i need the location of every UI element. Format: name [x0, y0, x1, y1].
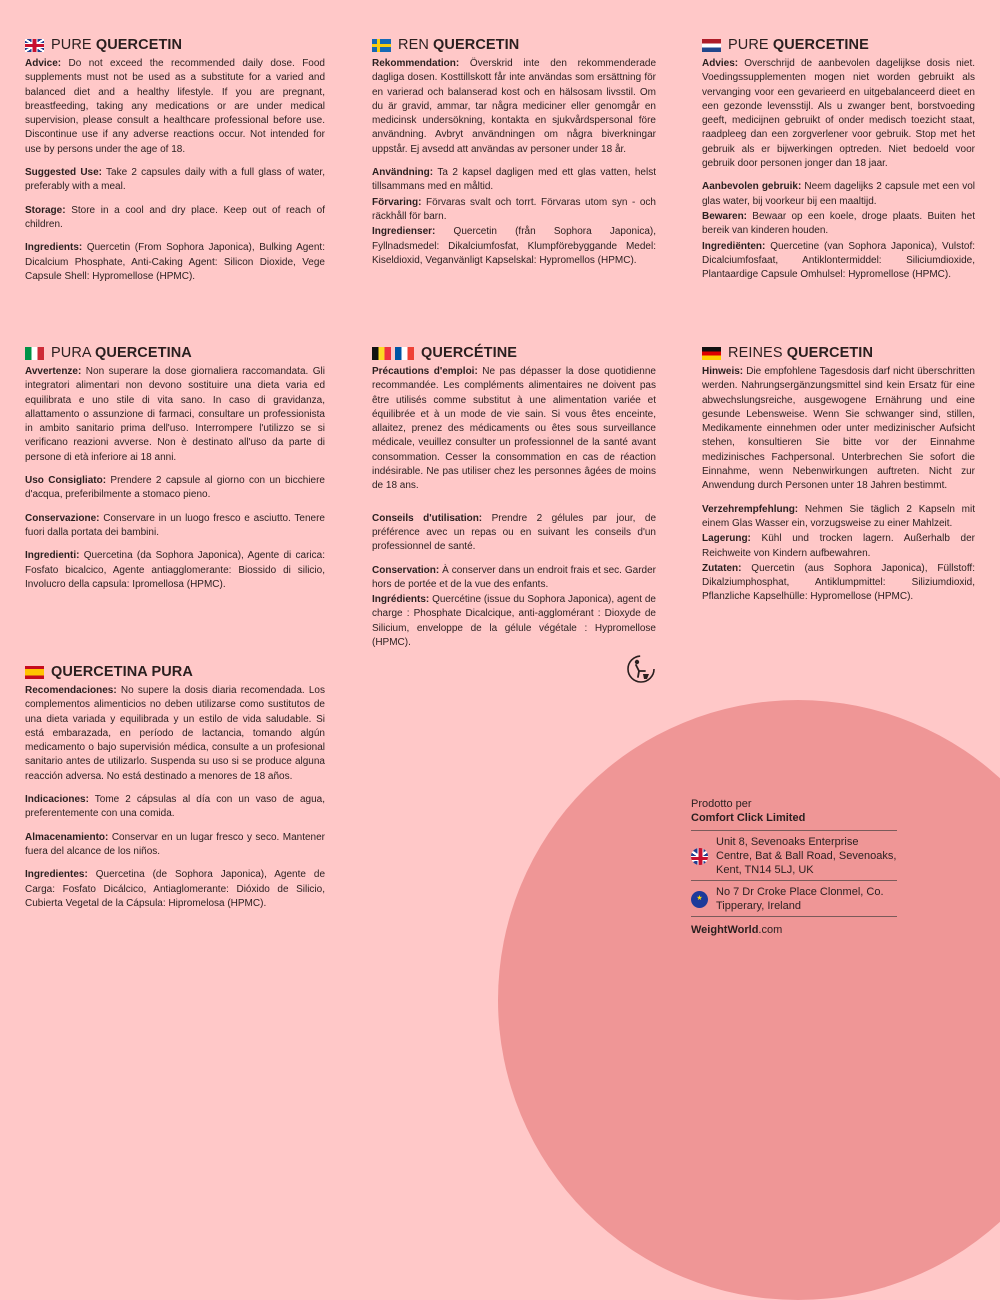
storage-paragraph: Storage: Store in a cool and dry place. Keep out of reach of children. — [25, 204, 325, 230]
usage-paragraph: Uso Consigliato: Prendere 2 capsule al giorno con un bicchiere d'acqua, preferibilmente a stomaco pieno. — [25, 475, 325, 501]
usage-paragraph: Aanbevolen gebruik: Neem dagelijks 2 capsule met een vol glas water, bij voorkeur bij een maaltijd. — [702, 181, 976, 207]
ingredients-paragraph: Zutaten: Quercetin (aus Sophora Japonica), Füllstoff: Dikalziumphosphat, Antiklumpmittel: Siliziumdioxid, Pflanzliche Kapselhülle: Hypromellose (HPMC). — [702, 562, 975, 603]
storage-paragraph: Conservazione: Conservare in un luogo fresco e asciutto. Tenere fuori dalla portata dei bambini. — [25, 512, 325, 538]
advice-paragraph: Avvertenze: Non superare la dose giornaliera raccomandata. Gli integratori alimentari non devono sostituire una dieta varia ed equilibrata e uno stile di vita sano. In caso di gravidanza, allattamento o assunzione di farmaci, consultare un professionista in ambito sanitario prima dell'uso. Interrompere l'utilizzo se si verificano reazioni avverse. Non è destinato all'uso da parte di persone di età inferiore ai 18 anni. — [25, 366, 325, 463]
spain-flag-icon — [25, 666, 44, 679]
ingredients-paragraph: Ingredienser: Quercetin (från Sophora Japonica), Fyllnadsmedel: Dikalciumfosfat, Klumpförebyggande Medel: Kiseldioxid, Veganvänligt Kapselskal: Hypromellos (HPMC). — [372, 226, 656, 266]
germany-flag-icon — [702, 347, 721, 360]
manufacturer-company: Comfort Click Limited — [691, 812, 806, 824]
manufacturer-info — [691, 797, 897, 937]
website: WeightWorld.com — [691, 916, 897, 937]
ingredients-paragraph: Ingrédients: Quercétine (issue du Sophora Japonica), agent de charge : Phosphate Dicalcique, anti-agglomérant : Dioxyde de Silicium, enveloppe de la gélule végétale : Hypromellose (HPMC). — [372, 594, 656, 649]
ingredients-paragraph: Ingredientes: Quercetina (de Sophora Japonica), Agente de Carga: Fosfato Dicálcico, Antiaglomerante: Dióxido de Silicio, Cubierta Vegetal de la Cápsula: Hipromelosa (HPMC). — [25, 869, 325, 909]
uk-address-row — [691, 830, 897, 880]
advice-paragraph: Advice: Do not exceed the recommended daily dose. Food supplements must not be used as a substitute for a varied and balanced diet and a healthy lifestyle. If you are pregnant, breastfeeding, taking any medications or are under medical supervision, please consult a healthcare professional before use. Discontinue use if any adverse reactions occur. Not intended for use by persons under the age of 18. — [25, 58, 325, 155]
italy-flag-icon — [25, 347, 44, 360]
usage-paragraph: Conseils d'utilisation: Prendre 2 gélules par jour, de préférence avec un repas ou en suivant les conseils d'un professionnel de santé. — [372, 512, 657, 553]
sweden-flag-icon — [372, 39, 391, 52]
storage-paragraph: Conservation: À conserver dans un endroit frais et sec. Garder hors de portée et de la vue des enfants. — [372, 564, 656, 590]
usage-paragraph: Användning: Ta 2 kapsel dagligen med ett glas vatten, helst tillsammans med en måltid. — [372, 167, 656, 193]
ingredients-paragraph: Ingredients: Quercetin (From Sophora Japonica), Bulking Agent: Dicalcium Phosphate, Anti-Caking Agent: Silicon Dioxide, Vege Capsule Shell: Hypromellose (HPMC). — [25, 242, 325, 282]
advice-paragraph: Précautions d'emploi: Ne pas dépasser la dose quotidienne recommandée. Les compléments alimentaires ne doivent pas être utilisés comme substitut à une alimentation variée et équilibrée et à un mode de vie sain. Si vous êtes enceinte, allaitez, prenez des médicaments ou êtes sous surveillance médicale, veuillez consulter un professionnel de la santé avant consommation. Cesser la consommation en cas de réaction indésirable. Ne pas utiliser chez les personnes âgées de moins de 18 ans. — [372, 366, 656, 492]
uk-flag-icon — [25, 39, 44, 52]
section-title: PURA QUERCETINA — [25, 344, 325, 362]
section-title: REN QUERCETIN — [372, 36, 656, 54]
disposal-symbol-icon — [626, 654, 656, 684]
section-en — [25, 36, 325, 293]
section-nl — [702, 36, 975, 291]
storage-paragraph: Almacenamiento: Conservar en un lugar fresco y seco. Mantener fuera del alcance de los niños. — [25, 831, 325, 857]
section-es — [25, 663, 325, 920]
section-title: REINES QUERCETIN — [702, 344, 975, 362]
section-it — [25, 344, 325, 601]
section-de — [702, 344, 975, 614]
advice-paragraph: Recomendaciones: No supere la dosis diaria recomendada. Los complementos alimenticios no deben utilizarse como sustitutos de una dieta variada y equilibrada y un estilo de vida saludable. Si está embarazada, en período de lactancia, tomando algún medicamento o bajo supervisión médica, consulte a un profesional sanitario antes de utilizarlo. Suspenda su uso si se produce alguna reacción adversa. No está destinado a menores de 18 años. — [25, 685, 325, 782]
section-title: PURE QUERCETIN — [25, 36, 325, 54]
usage-paragraph: Indicaciones: Tome 2 cápsulas al día con un vaso de agua, preferentemente con una comida. — [25, 794, 325, 820]
storage-paragraph: Lagerung: Kühl und trocken lagern. Außerhalb der Reichweite von Kindern aufbewahren. — [702, 533, 975, 559]
uk-flag-icon — [691, 848, 708, 865]
ingredients-paragraph: Ingredienti: Quercetina (da Sophora Japonica), Agente di carica: Fosfato bicalcico, Agente antiagglomerante: Biossido di silicio, Involucro della capsula: Ipromellosa (HPMC). — [25, 550, 325, 590]
decorative-circle — [498, 700, 1000, 1300]
section-title: QUERCÉTINE — [372, 344, 656, 362]
section-fr — [372, 344, 656, 659]
belgium-flag-icon — [372, 347, 391, 360]
section-title: PURE QUERCETINE — [702, 36, 975, 54]
usage-paragraph: Suggested Use: Take 2 capsules daily with a full glass of water, preferably with a meal. — [25, 167, 325, 193]
usage-paragraph: Verzehrempfehlung: Nehmen Sie täglich 2 Kapseln mit einem Glas Wasser ein, vorzugsweise zu einer Mahlzeit. — [702, 503, 975, 529]
advice-paragraph: Hinweis: Die empfohlene Tagesdosis darf nicht überschritten werden. Nahrungsergänzungsmittel sind kein Ersatz für eine abwechslungsreiche, ausgewogene Ernährung und eine gesunde Lebensweise. Wenn Sie schwanger sind, stillen, Medikamente einnehmen oder unter medizinischer Aufsicht stehen, konsultieren Sie bitte vor der Einnahme medizinisches Fachpersonal. Unterbrechen Sie sofort die Einnahme, wenn Nebenwirkungen auftreten. Nicht zur Anwendung durch Personen unter 18 Jahren bestimmt. — [702, 366, 975, 492]
storage-paragraph: Förvaring: Förvaras svalt och torrt. Förvaras utom syn - och räckhåll för barn. — [372, 196, 656, 222]
section-sv — [372, 36, 656, 277]
storage-paragraph: Bewaren: Bewaar op een koele, droge plaats. Buiten het bereik van kinderen houden. — [702, 210, 975, 237]
france-flag-icon — [395, 347, 414, 360]
eu-flag-icon: ★ — [691, 891, 708, 908]
uk-address: Unit 8, Sevenoaks Enterprise Centre, Bat & Ball Road, Sevenoaks, Kent, TN14 5LJ, UK — [716, 836, 897, 876]
eu-address: No 7 Dr Croke Place Clonmel, Co. Tipperary, Ireland — [716, 886, 884, 912]
section-title: QUERCETINA PURA — [25, 663, 325, 681]
manufacturer-intro: Prodotto per — [691, 798, 752, 810]
ingredients-paragraph: Ingrediënten: Quercetine (van Sophora Japonica), Vulstof: Dicalciumfosfaat, Antiklontermiddel: Siliciumdioxide, Plantaardige Capsule Omhulsel: Hypromellose (HPMC). — [702, 240, 975, 281]
netherlands-flag-icon — [702, 39, 721, 52]
advice-paragraph: Advies: Overschrijd de aanbevolen dagelijkse dosis niet. Voedingssupplementen mogen niet worden gebruikt als vervanging voor een gevarieerd en uitgebalanceerd dieet en een gezonde levensstijl. Als u zwanger bent, borstvoeding geeft, medicijnen gebruikt of onder medisch toezicht staat, raadpleeg dan een zorgverlener voor gebruik. Stop met het gebruik als er bijwerkingen optreden. Niet bedoeld voor gebruik door personen jonger dan 18 jaar. — [702, 58, 975, 170]
advice-paragraph: Rekommendation: Överskrid inte den rekommenderade dagliga dosen. Kosttillskott får inte användas som ersättning för en varierad och balanserad kost och en hälsosam livsstil. Om du är gravid, ammar, tar några mediciner eller genomgår en medicinsk undersökning, kontakta en sjukvårdspersonal före användning. Avbryt användningen om några biverkningar uppstår. Ej avsedd att användas av personer under 18 år. — [372, 58, 656, 155]
eu-address-row — [691, 880, 897, 916]
